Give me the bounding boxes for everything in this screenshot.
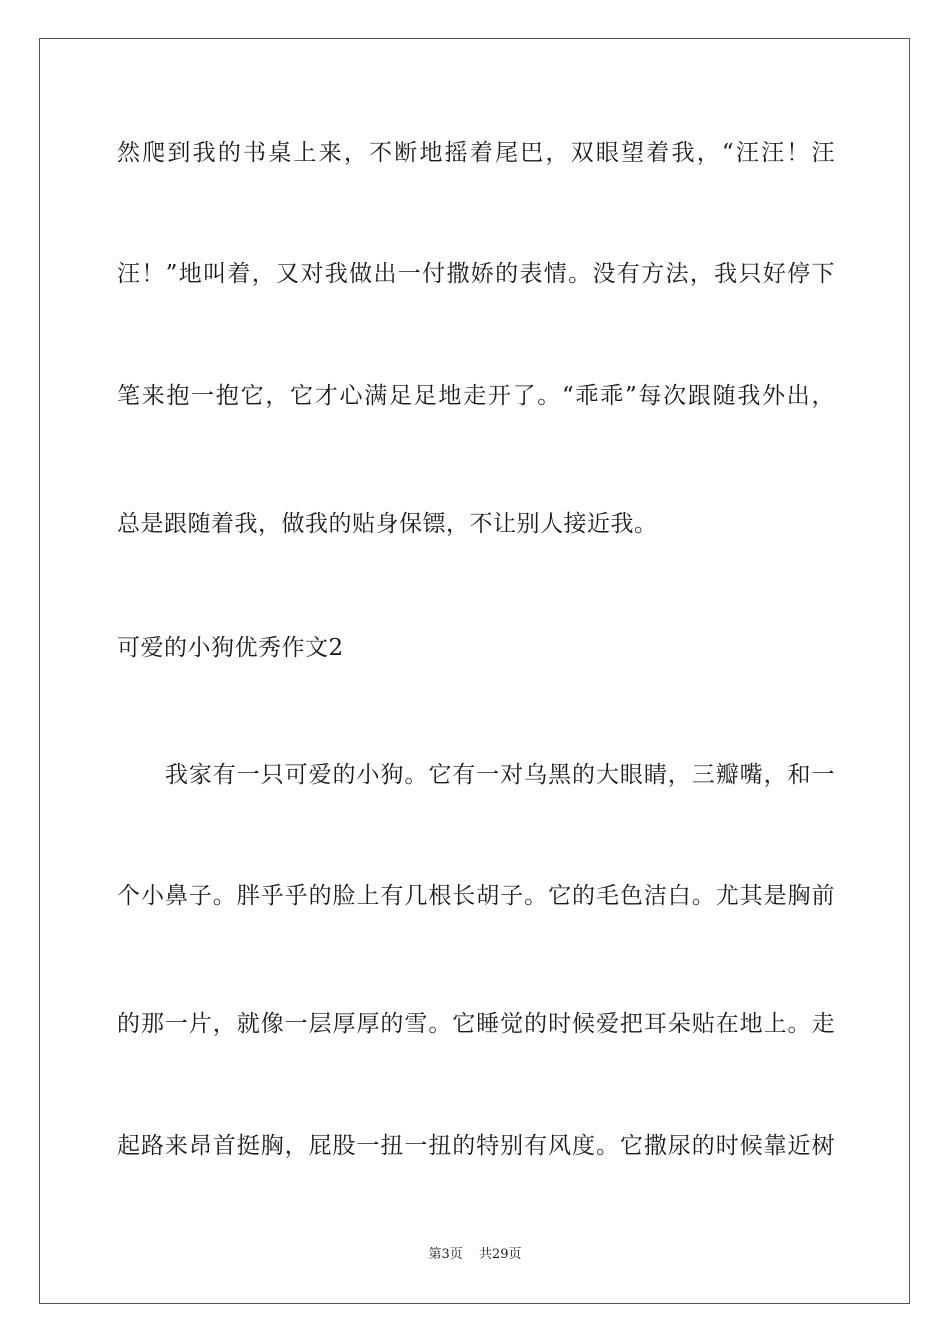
page-border	[39, 38, 910, 1304]
page-total: 共29页	[478, 1247, 522, 1262]
text-line-4: 总是跟随着我，做我的贴身保镖，不让别人接近我。	[117, 511, 658, 537]
paragraph-line-1: 我家有一只可爱的小狗。它有一对乌黑的大眼睛，三瓣嘴，和一	[117, 762, 835, 788]
text-line-3: 笔来抱一抱它，它才心满足足地走开了。“乖乖”每次跟随我外出，	[117, 383, 835, 409]
section-heading: 可爱的小狗优秀作文2	[117, 635, 344, 661]
page-footer	[0, 1246, 950, 1264]
paragraph-line-2: 个小鼻子。胖乎乎的脸上有几根长胡子。它的毛色洁白。尤其是胸前	[117, 883, 835, 909]
paragraph-line-4: 起路来昂首挺胸，屁股一扭一扭的特别有风度。它撒尿的时候靠近树	[117, 1133, 835, 1159]
text-line-1: 然爬到我的书桌上来，不断地摇着尾巴，双眼望着我，“汪汪！汪	[117, 140, 835, 166]
paragraph-line-3: 的那一片，就像一层厚厚的雪。它睡觉的时候爱把耳朵贴在地上。走	[117, 1011, 835, 1037]
page-number: 第3页	[428, 1247, 463, 1262]
text-line-2: 汪！”地叫着，又对我做出一付撒娇的表情。没有方法，我只好停下	[117, 261, 835, 287]
